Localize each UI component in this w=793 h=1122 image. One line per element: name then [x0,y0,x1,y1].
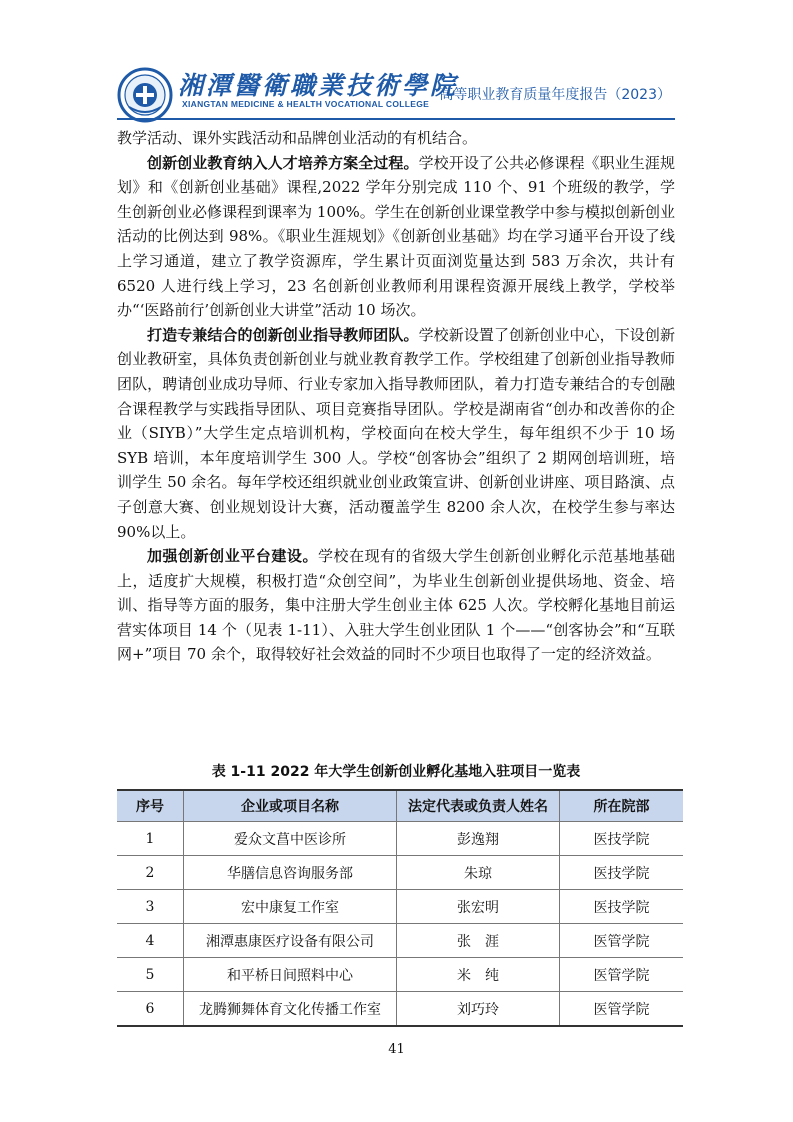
table-row [117,890,683,924]
paragraph-platform [117,544,675,667]
table-cell: 湘潭惠康医疗设备有限公司 [184,924,397,958]
table-cell: 3 [117,890,184,924]
paragraph-continued: 教学活动、课外实践活动和品牌创业活动的有机结合。 [117,129,478,147]
paragraph-body: 学校开设了公共必修课程《职业生涯规划》和《创新创业基础》课程,2022 学年分别完成 110 个、91 个班级的教学，学生创新创业必修课程到课率为 100%。学生在创新创业课堂教学中参与模拟创新创业活动的比例达到 98%。《职业生涯规划》《创新创业基础》均在学习通平台开设了线上学习通道，建立了教学资源库，学生累计页面浏览量达到 583 万余次，共计有 6520 人进行线上学习，23 名创新创业教师利用课程资源开展线上教学，学校举办“‘医路前行’创新创业大讲堂”活动 10 场次。 [117,153,675,320]
column-header: 法定代表或负责人姓名 [397,790,560,822]
table-caption: 表 1-11 2022 年大学生创新创业孵化基地入驻项目一览表 [211,764,581,780]
table-cell: 医技学院 [560,856,684,890]
table-cell: 医技学院 [560,822,684,856]
table-row [117,992,683,1027]
table-cell: 刘巧玲 [397,992,560,1027]
paragraph-heading: 加强创新创业平台建设。 [147,547,318,566]
page-header [0,0,793,118]
school-name-cn: 湘潭醫衛職業技術學院 [178,71,459,100]
table-cell: 宏中康复工作室 [184,890,397,924]
column-header: 所在院部 [560,790,684,822]
page-number: 41 [388,1042,405,1057]
report-title: 高等职业教育质量年度报告（2023） [439,87,671,103]
table-cell: 张宏明 [397,890,560,924]
table-header-row [117,790,683,822]
table-cell: 彭逸翔 [397,822,560,856]
table-cell: 龙腾狮舞体育文化传播工作室 [184,992,397,1027]
table-cell: 医管学院 [560,924,684,958]
table-cell: 6 [117,992,184,1027]
table-cell: 1 [117,822,184,856]
table-row [117,958,683,992]
paragraph-teachers [117,323,675,544]
table-cell: 医管学院 [560,958,684,992]
table-cell: 2 [117,856,184,890]
column-header: 序号 [117,790,184,822]
body-text [117,126,675,667]
table-cell: 医管学院 [560,992,684,1027]
table-row [117,924,683,958]
table-cell: 和平桥日间照料中心 [184,958,397,992]
paragraph-body: 学校新设置了创新创业中心，下设创新创业教研室，具体负责创新创业与就业教育教学工作。学校组建了创新创业指导教师团队，聘请创业成功导师、行业专家加入指导教师团队，着力打造专兼结合的专创融合课程教学与实践指导团队、项目竞赛指导团队。学校是湖南省“创办和改善你的企业（SIYB）”大学生定点培训机构，学校面向在校大学生，每年组织不少于 10 场 SYB 培训，本年度培训学生 300 人。学校“创客协会”组织了 2 期网创培训班，培训学生 50 余名。每年学校还组织就业创业政策宣讲、创新创业讲座、项目路演、点子创意大赛、创业规划设计大赛，活动覆盖学生 8200 余人次，在校学生参与率达 90%以上。 [117,325,675,541]
table-row [117,822,683,856]
table-cell: 华膳信息咨询服务部 [184,856,397,890]
table-cell: 爱众文菖中医诊所 [184,822,397,856]
table-cell: 4 [117,924,184,958]
header-divider [117,118,675,120]
paragraph-heading: 创新创业教育纳入人才培养方案全过程。 [147,153,419,172]
school-logo-icon [117,67,173,123]
column-header: 企业或项目名称 [184,790,397,822]
table-cell: 5 [117,958,184,992]
paragraph-heading: 打造专兼结合的创新创业指导教师团队。 [147,325,419,344]
paragraph-body: 学校在现有的省级大学生创新创业孵化示范基地基础上，适度扩大规模，积极打造“众创空间”，为毕业生创新创业提供场地、资金、培训、指导等方面的服务，集中注册大学生创业主体 625 人次。学校孵化基地目前运营实体项目 14 个（见表 1-11）、入驻大学生创业团队 1 个——“创客协会”和“互联网+”项目 70 余个，取得较好社会效益的同时不少项目也取得了一定的经济效益。 [117,547,675,664]
school-name-en: XIANGTAN MEDICINE & HEALTH VOCATIONAL COLLEGE [182,99,430,109]
table-cell: 张 涯 [397,924,560,958]
table-cell: 朱琼 [397,856,560,890]
table-row [117,856,683,890]
projects-table [117,789,683,1027]
table-cell: 米 纯 [397,958,560,992]
table-cell: 医技学院 [560,890,684,924]
paragraph-curriculum [117,151,675,323]
